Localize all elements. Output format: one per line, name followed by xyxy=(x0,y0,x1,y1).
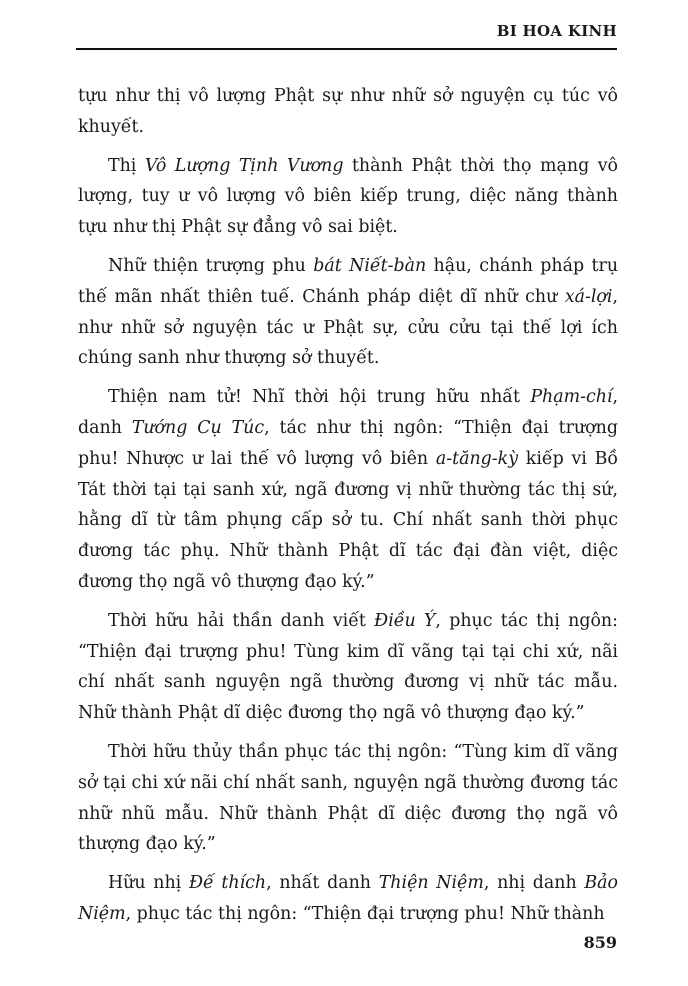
italic-term: Bảo Niệm xyxy=(78,873,618,924)
body-paragraph xyxy=(78,737,618,860)
body-paragraph xyxy=(78,382,618,598)
body-paragraph xyxy=(78,151,618,243)
italic-term: Phạm-chí xyxy=(530,387,613,408)
text-run: , nhị danh xyxy=(483,873,585,894)
italic-term: Đế thích xyxy=(188,873,267,894)
text-run: kiếp vi Bồ Tát thời tại tại sanh xứ, ngã đương vị nhữ thường tác thị sứ, hằng dĩ từ tâm phụng cấp sở tu. Chí nhất sanh thời phục đương tác phụ. Nhữ thành Phật dĩ tác đại đàn việt, diệc đương thọ ngã vô thượng đạo ký.” xyxy=(78,448,618,592)
text-run: , nhất danh xyxy=(266,873,379,894)
text-run: , như nhữ sở nguyện tác ư Phật sự, cửu cửu tại thế lợi ích chúng sanh như thượng sở thuyết. xyxy=(78,286,618,369)
italic-term: xá-lợi xyxy=(564,286,613,307)
body-paragraph xyxy=(78,251,618,374)
running-header: BI HOA KINH xyxy=(496,22,617,40)
text-run: Thiện nam tử! Nhĩ thời hội trung hữu nhất xyxy=(108,387,531,408)
italic-term: Tướng Cụ Túc xyxy=(131,417,265,438)
body-paragraph xyxy=(78,81,618,143)
italic-term: bát Niết-bàn xyxy=(313,255,427,276)
text-run: Thời hữu hải thần danh viết xyxy=(108,610,375,631)
text-run: Thị xyxy=(108,155,145,176)
text-run: Hữu nhị xyxy=(108,873,189,894)
italic-term: a-tăng-kỳ xyxy=(435,448,519,469)
body-paragraph xyxy=(78,606,618,729)
body-paragraph xyxy=(78,868,618,930)
text-run: hậu, chánh pháp trụ thế mãn nhất thiên tuế. Chánh pháp diệt dĩ nhữ chư xyxy=(78,255,619,307)
text-run: , tác như thị ngôn: “Thiện đại trượng phu! Nhược ư lai thế vô lượng vô biên xyxy=(78,417,618,469)
italic-term: Vô Lượng Tịnh Vương xyxy=(144,155,344,176)
text-run: tựu như thị vô lượng Phật sự như nhữ sở nguyện cụ túc vô khuyết. xyxy=(78,86,618,137)
text-run: , phục tác thị ngôn: “Thiện đại trượng phu! Nhữ thành xyxy=(125,903,605,924)
text-run: Nhữ thiện trượng phu xyxy=(108,255,314,276)
text-run: Thời hữu thủy thần phục tác thị ngôn: “Tùng kim dĩ vãng sở tại chi xứ nãi chí nhất sanh, nguyện ngã thường đương tác nhữ nhũ mẫu. Nhữ thành Phật dĩ diệc đương thọ ngã vô thượng đạo ký.” xyxy=(78,741,618,855)
text-run: thành Phật thời thọ mạng vô lượng, tuy ư vô lượng vô biên kiếp trung, diệc năng thành tựu như thị Phật sự đẳng vô sai biệt. xyxy=(78,155,618,238)
header-rule xyxy=(76,48,617,50)
text-run: , danh xyxy=(78,387,618,438)
text-run: , phục tác thị ngôn: “Thiện đại trượng phu! Tùng kim dĩ vãng tại tại chi xứ, nãi chí nhất sanh nguyện ngã thường đương vị nhữ tác mẫu. Nhữ thành Phật dĩ diệc đương thọ ngã vô thượng đạo ký.” xyxy=(78,610,618,724)
italic-term: Điều Ý xyxy=(374,610,436,631)
page-number: 859 xyxy=(583,933,617,952)
page-body xyxy=(78,81,618,938)
italic-term: Thiện Niệm xyxy=(378,873,484,894)
